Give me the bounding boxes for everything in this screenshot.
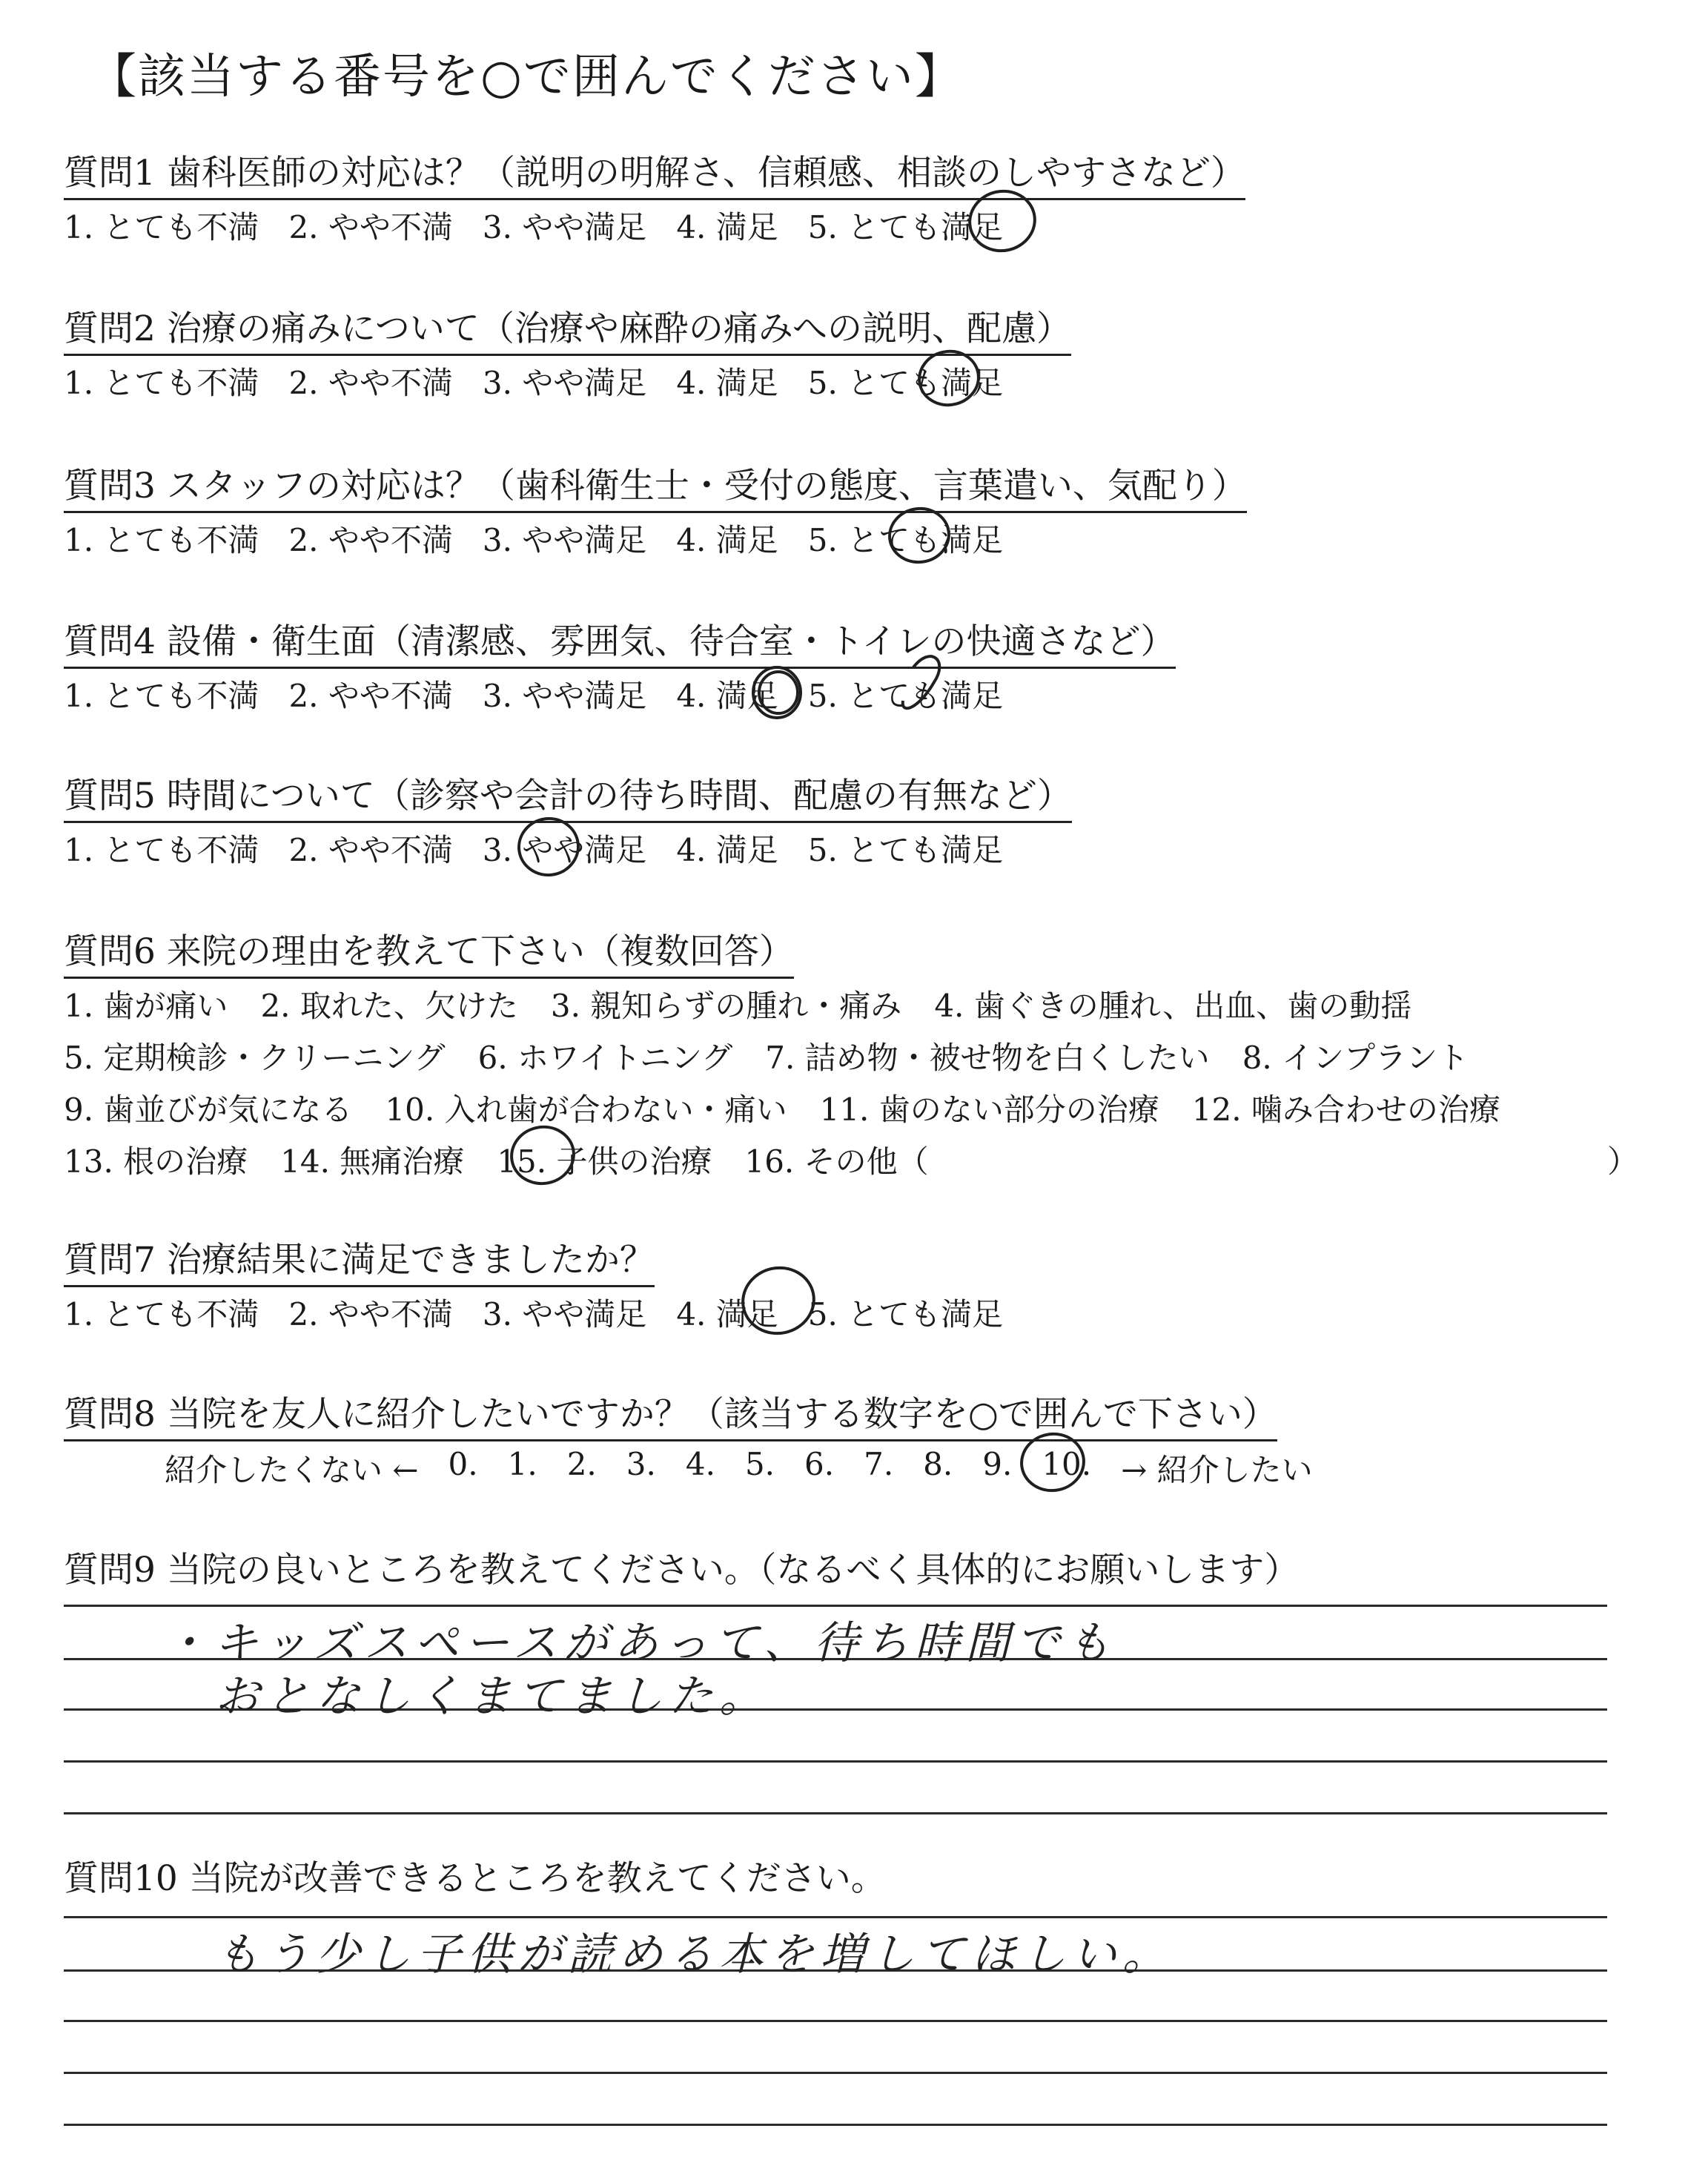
reason-option[interactable]: 4. 歯ぐきの腫れ、出血、歯の動揺 <box>934 988 1412 1024</box>
scale-6[interactable]: 6. <box>804 1446 835 1482</box>
scale-2[interactable]: 2. <box>566 1446 597 1482</box>
scale-left-label: 紹介したくない ← <box>165 1452 419 1488</box>
answer-line <box>64 1760 1607 1763</box>
question-9-title: 質問9 当院の良いところを教えてください。（なるべく具体的にお願いします） <box>64 1550 1300 1591</box>
question-8-title: 質問8 当院を友人に紹介したいですか？（該当する数字を○で囲んで下さい） <box>64 1387 1277 1441</box>
q9-handwritten-answer-line-2: おとなしくまてました。 <box>215 1671 769 1723</box>
option-3[interactable]: 3. やや満足 <box>482 1296 647 1332</box>
reason-option[interactable]: 7. 詰め物・被せ物を白くしたい <box>765 1040 1210 1076</box>
option-3[interactable]: 3. やや満足 <box>482 522 647 558</box>
option-2[interactable]: 2. やや不満 <box>288 678 453 714</box>
option-2[interactable]: 2. やや不満 <box>288 365 453 401</box>
option-5[interactable]: 5. とても満足 <box>807 365 1004 401</box>
scale-7[interactable]: 7. <box>864 1446 894 1482</box>
answer-line <box>64 1605 1607 1607</box>
option-4[interactable]: 4. 満足 <box>676 678 778 714</box>
option-4[interactable]: 4. 満足 <box>676 209 778 245</box>
option-1[interactable]: 1. とても不満 <box>64 678 259 714</box>
scale-3[interactable]: 3. <box>626 1446 656 1482</box>
reason-option[interactable]: 3. 親知らずの腫れ・痛み <box>550 988 902 1024</box>
reason-option[interactable]: 6. ホワイトニング <box>477 1040 733 1076</box>
reason-option[interactable]: 9. 歯並びが気になる <box>64 1091 353 1128</box>
question-4-options <box>64 672 1033 716</box>
question-7-title: 質問7 治療結果に満足できましたか？ <box>64 1232 655 1287</box>
option-3[interactable]: 3. やや満足 <box>482 365 647 401</box>
reason-option[interactable]: 2. 取れた、欠けた <box>260 988 518 1024</box>
question-3-title: 質問3 スタッフの対応は？（歯科衛生士・受付の態度、言葉遣い、気配り） <box>64 458 1247 513</box>
question-2-options <box>64 359 1033 403</box>
option-1[interactable]: 1. とても不満 <box>64 365 259 401</box>
answer-line <box>64 1916 1607 1918</box>
reason-option[interactable]: 5. 定期検診・クリーニング <box>64 1040 446 1076</box>
option-1[interactable]: 1. とても不満 <box>64 522 259 558</box>
scale-9[interactable]: 9. <box>982 1446 1013 1482</box>
option-5[interactable]: 5. とても満足 <box>807 678 1004 714</box>
scale-5[interactable]: 5. <box>744 1446 775 1482</box>
scale-1[interactable]: 1. <box>507 1446 537 1482</box>
q9-handwritten-answer-line-1: ・キッズスペースがあって、待ち時間でも <box>163 1617 1116 1669</box>
option-1[interactable]: 1. とても不満 <box>64 832 259 868</box>
answer-line <box>64 2072 1607 2074</box>
option-2[interactable]: 2. やや不満 <box>288 832 453 868</box>
question-10-title: 質問10 当院が改善できるところを教えてください。 <box>64 1858 886 1899</box>
question-5-title: 質問5 時間について（診察や会計の待ち時間、配慮の有無など） <box>64 768 1072 823</box>
question-6-row-1 <box>64 982 1444 1026</box>
scale-10[interactable]: 10. <box>1042 1446 1092 1482</box>
answer-line <box>64 2124 1607 2126</box>
answer-line <box>64 2020 1607 2022</box>
reason-option-other[interactable]: 16. その他（ <box>744 1143 929 1180</box>
option-2[interactable]: 2. やや不満 <box>288 1296 453 1332</box>
reason-option[interactable]: 15. 子供の治療 <box>497 1143 712 1180</box>
page-title: 【該当する番号を○で囲んでください】 <box>89 50 964 105</box>
scale-right-label: → 紹介したい <box>1121 1452 1313 1488</box>
question-6-row-3 <box>64 1086 1533 1130</box>
option-1[interactable]: 1. とても不満 <box>64 209 259 245</box>
question-7-options <box>64 1290 1033 1335</box>
question-3-options <box>64 516 1033 561</box>
option-1[interactable]: 1. とても不満 <box>64 1296 259 1332</box>
other-close-paren: ） <box>1607 1143 1639 1180</box>
reason-option[interactable]: 8. インプラント <box>1242 1040 1469 1076</box>
option-5[interactable]: 5. とても満足 <box>807 832 1004 868</box>
option-4[interactable]: 4. 満足 <box>676 1296 778 1332</box>
reason-option[interactable]: 1. 歯が痛い <box>64 988 228 1024</box>
answer-line <box>64 1812 1607 1814</box>
question-1-title: 質問1 歯科医師の対応は？（説明の明解さ、信頼感、相談のしやすさなど） <box>64 145 1245 200</box>
option-5[interactable]: 5. とても満足 <box>807 522 1004 558</box>
question-1-options <box>64 203 1033 248</box>
question-6-row-2 <box>64 1034 1501 1078</box>
option-5[interactable]: 5. とても満足 <box>807 1296 1004 1332</box>
option-4[interactable]: 4. 満足 <box>676 522 778 558</box>
reason-option[interactable]: 11. 歯のない部分の治療 <box>819 1091 1159 1128</box>
option-2[interactable]: 2. やや不満 <box>288 522 453 558</box>
option-3[interactable]: 3. やや満足 <box>482 678 647 714</box>
scale-0[interactable]: 0. <box>448 1446 478 1482</box>
option-3[interactable]: 3. やや満足 <box>482 209 647 245</box>
question-2-title: 質問2 治療の痛みについて（治療や麻酔の痛みへの説明、配慮） <box>64 301 1071 356</box>
recommend-scale <box>165 1446 1313 1490</box>
question-6-row-4 <box>64 1137 961 1182</box>
reason-option[interactable]: 12. 噛み合わせの治療 <box>1191 1091 1500 1128</box>
option-5[interactable]: 5. とても満足 <box>807 209 1004 245</box>
option-4[interactable]: 4. 満足 <box>676 832 778 868</box>
option-4[interactable]: 4. 満足 <box>676 365 778 401</box>
q10-handwritten-answer: もう少し子供が読める本を増してほしい。 <box>215 1929 1173 1981</box>
reason-option[interactable]: 10. 入れ歯が合わない・痛い <box>385 1091 787 1128</box>
reason-option[interactable]: 14. 無痛治療 <box>280 1143 465 1180</box>
scale-4[interactable]: 4. <box>685 1446 715 1482</box>
question-4-title: 質問4 設備・衛生面（清潔感、雰囲気、待合室・トイレの快適さなど） <box>64 614 1176 669</box>
reason-option[interactable]: 13. 根の治療 <box>64 1143 248 1180</box>
question-5-options <box>64 826 1033 871</box>
question-6-title: 質問6 来院の理由を教えて下さい（複数回答） <box>64 924 794 979</box>
option-2[interactable]: 2. やや不満 <box>288 209 453 245</box>
option-3[interactable]: 3. やや満足 <box>482 832 647 868</box>
scale-8[interactable]: 8. <box>923 1446 953 1482</box>
